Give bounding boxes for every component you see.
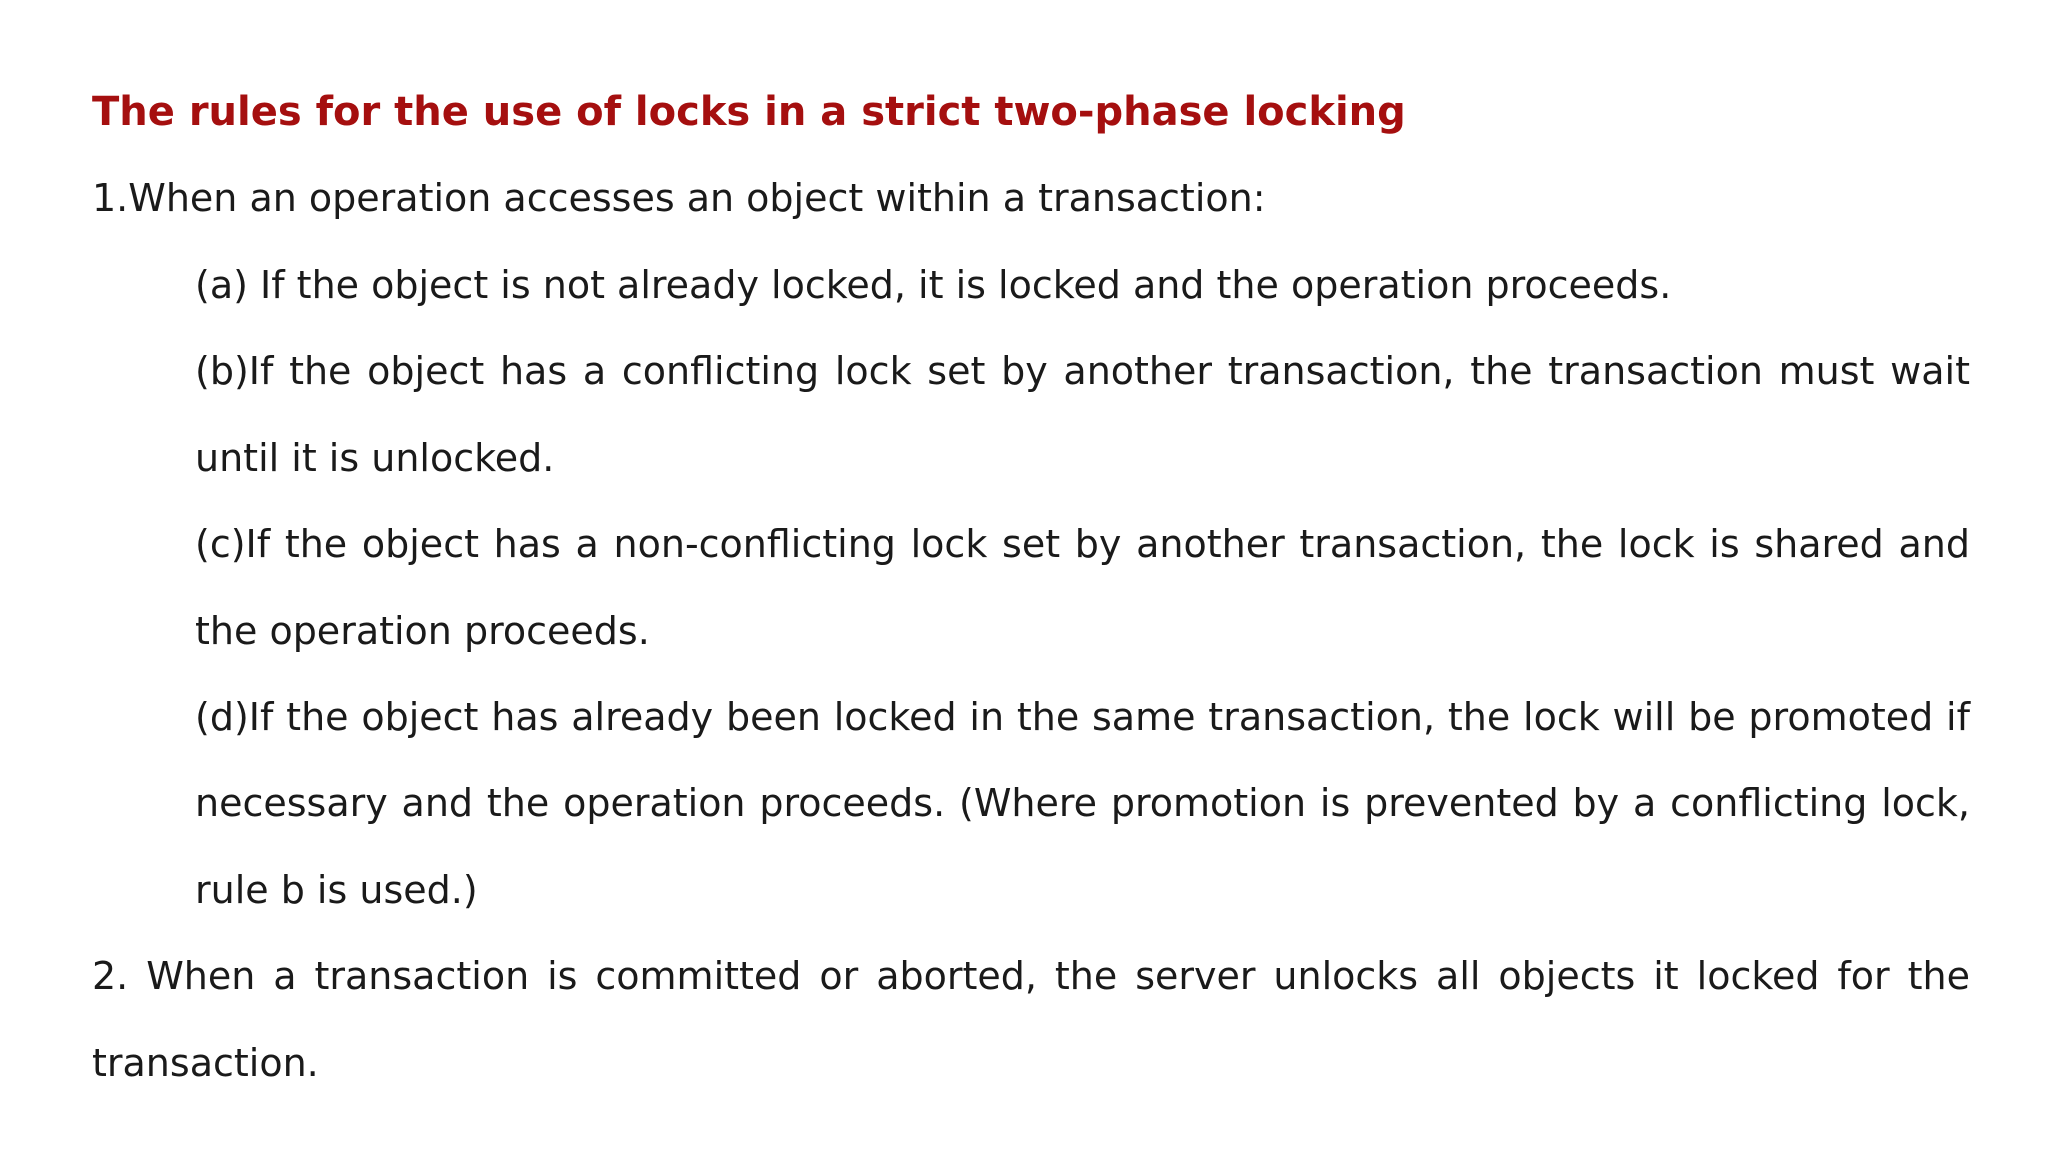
- rule-1d-line-2: necessary and the operation proceeds. (Where promotion is prevented by a conflicting lock,: [195, 781, 1970, 825]
- slide-title: The rules for the use of locks in a strict two-phase locking: [92, 89, 1406, 135]
- rule-1d-line-3: rule b is used.): [195, 868, 478, 912]
- rule-1c-line-2: the operation proceeds.: [195, 609, 650, 653]
- rule-1-heading: 1.When an operation accesses an object within a transaction:: [92, 176, 1266, 220]
- rule-1d-line-1: (d)If the object has already been locked in the same transaction, the lock will be promoted if: [195, 695, 1970, 739]
- rule-2-line-2: transaction.: [92, 1041, 319, 1085]
- rule-1b-line-2: until it is unlocked.: [195, 436, 555, 480]
- rule-2-line-1: 2. When a transaction is committed or aborted, the server unlocks all objects it locked for the: [92, 954, 1970, 998]
- rule-1a: (a) If the object is not already locked, it is locked and the operation proceeds.: [195, 263, 1672, 307]
- rule-1c-line-1: (c)If the object has a non-conflicting lock set by another transaction, the lock is shared and: [195, 522, 1970, 566]
- rule-1b-line-1: (b)If the object has a conflicting lock set by another transaction, the transaction must wait: [195, 349, 1970, 393]
